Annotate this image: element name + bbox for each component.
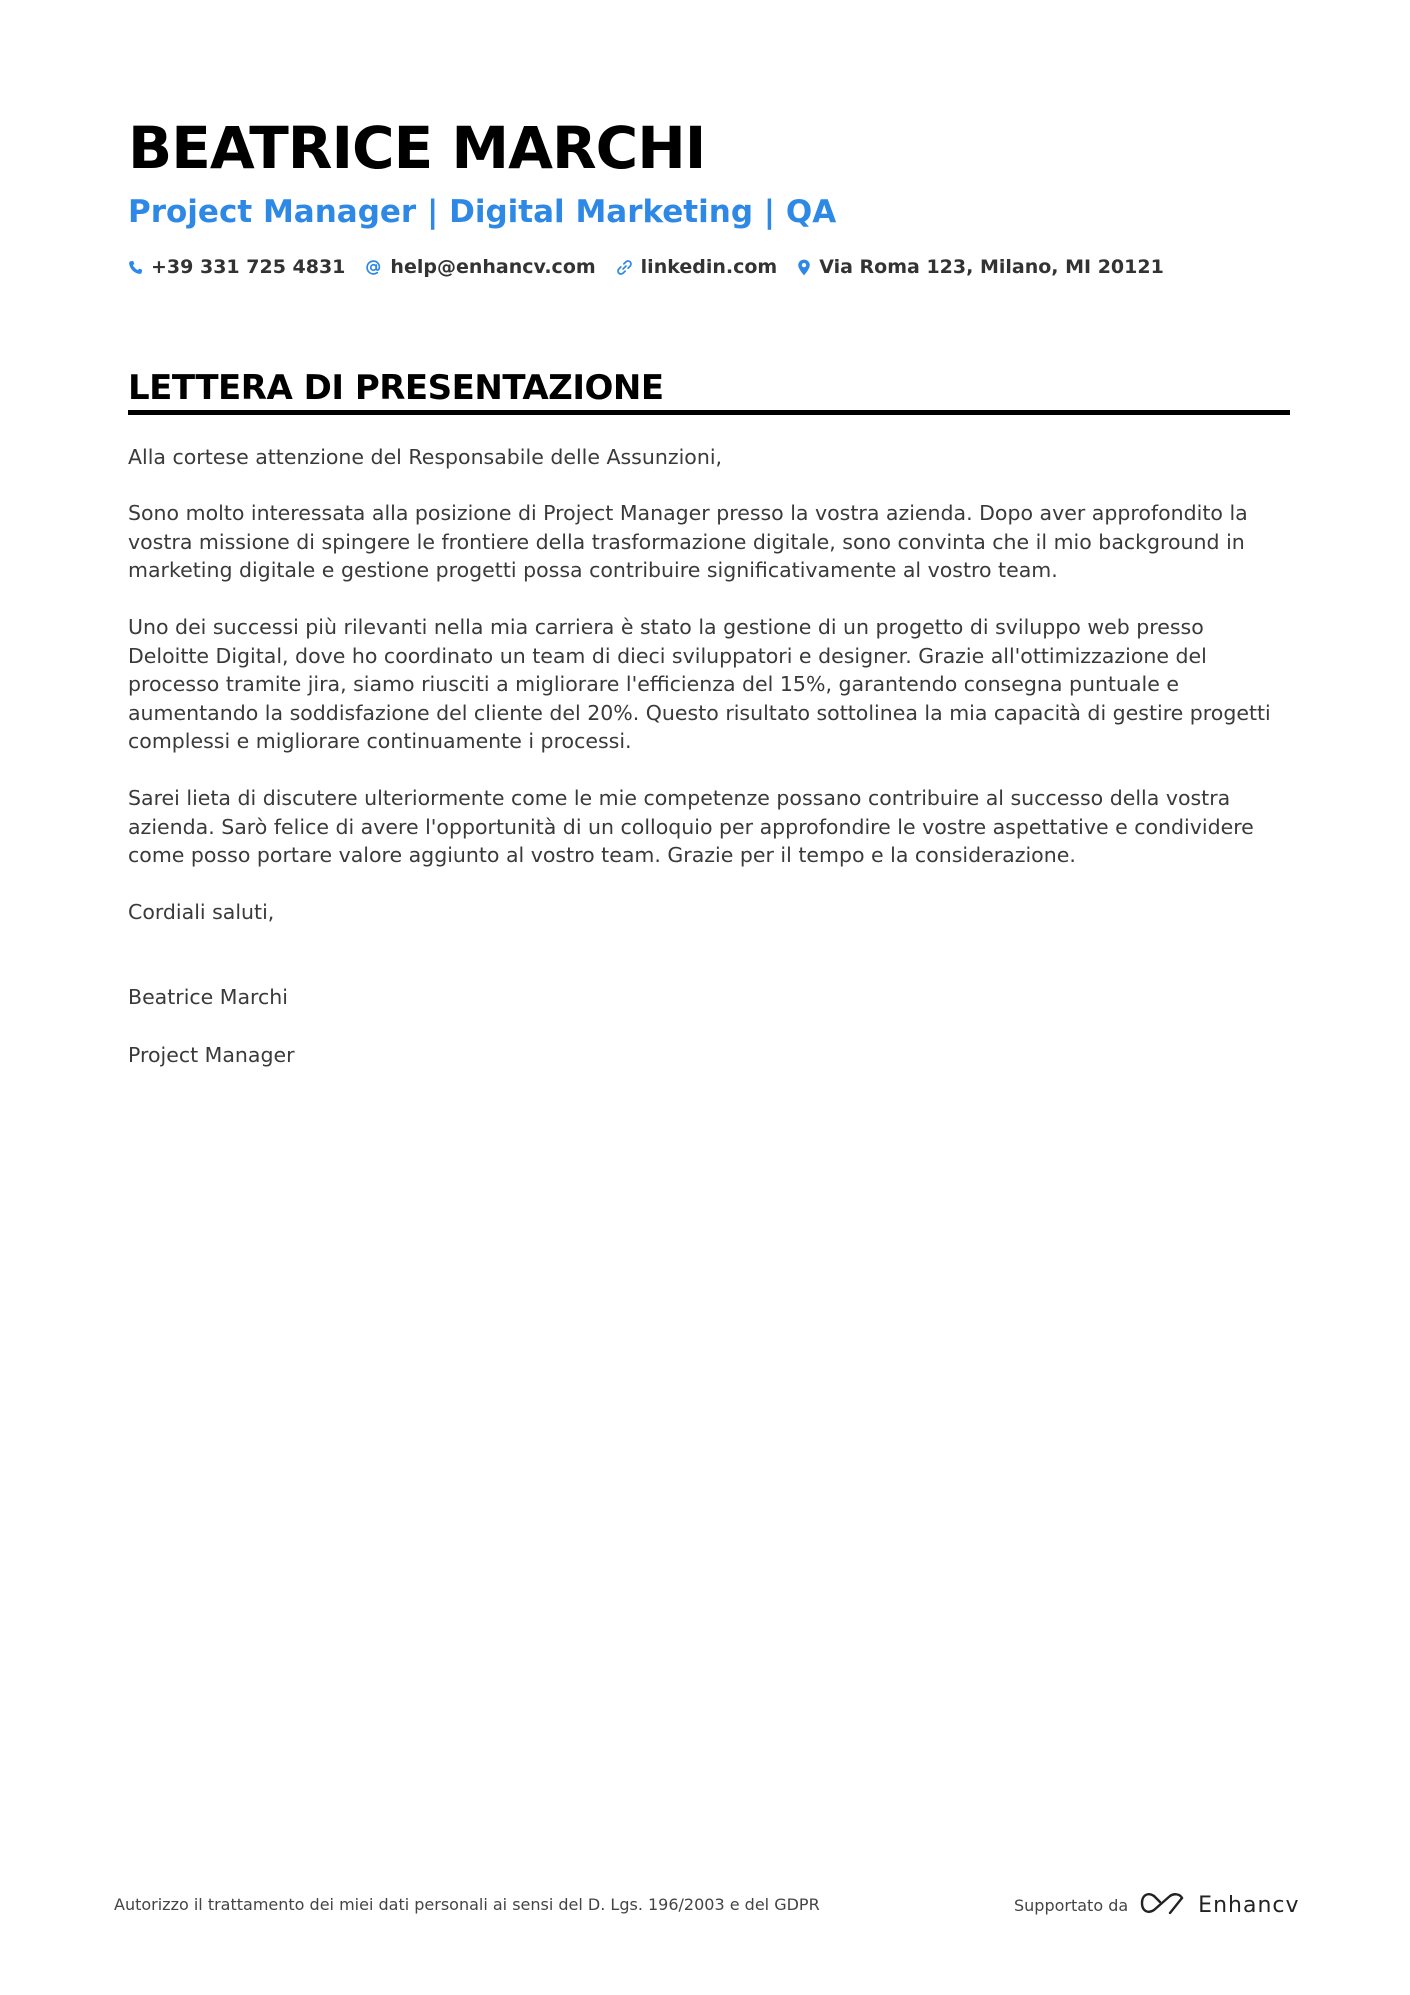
contact-link[interactable]: [616, 256, 778, 278]
powered-by-label: Supportato da: [1014, 1895, 1129, 1915]
section-title: LETTERA DI PRESENTAZIONE: [128, 368, 664, 408]
address-text: Via Roma 123, Milano, MI 20121: [819, 256, 1164, 278]
section-divider: [128, 410, 1290, 415]
powered-by: [1014, 1885, 1300, 1925]
location-pin-icon: [797, 259, 811, 276]
phone-text: +39 331 725 4831: [151, 256, 346, 278]
candidate-name: BEATRICE MARCHI: [128, 114, 706, 182]
letter-greeting: Alla cortese attenzione del Responsabile delle Assunzioni,: [128, 445, 723, 469]
enhancv-logo-icon: [1140, 1891, 1186, 1919]
privacy-consent: Autorizzo il trattamento dei miei dati personali ai sensi del D. Lgs. 196/2003 e del GDPR: [114, 1895, 820, 1914]
link-icon: [616, 259, 633, 276]
candidate-title: Project Manager | Digital Marketing | QA: [128, 194, 837, 230]
enhancv-brand-name: Enhancv: [1198, 1892, 1300, 1918]
email-text: help@enhancv.com: [390, 256, 596, 278]
link-text: linkedin.com: [640, 256, 778, 278]
contact-bar: [128, 251, 1164, 283]
phone-icon: [128, 260, 143, 275]
letter-paragraph: Uno dei successi più rilevanti nella mia carriera è stato la gestione di un progetto di sviluppo web presso Deloitte Digital, dove ho coordinato un team di dieci sviluppatori e designer. Grazie all'ottimizzazione del processo tramite jira, siamo riusciti a migliorare l'efficienza del 15%, garantendo consegna puntuale e aumentando la soddisfazione del cliente del 20%. Questo risultato sottolinea la mia capacità di gestire progetti complessi e migliorare continuamente i processi.: [128, 615, 1271, 753]
enhancv-brand-link[interactable]: [1140, 1891, 1299, 1919]
signature-name: Beatrice Marchi: [128, 985, 288, 1009]
letter-paragraph: Sarei lieta di discutere ulteriormente come le mie competenze possano contribuire al successo della vostra azienda. Sarò felice di avere l'opportunità di un colloquio per approfondire le vostre aspettative e condividere come posso portare valore aggiunto al vostro team. Grazie per il tempo e la considerazione.: [128, 786, 1254, 867]
contact-phone[interactable]: [128, 256, 345, 278]
at-icon: [365, 259, 382, 276]
letter-closing: Cordiali saluti,: [128, 900, 275, 924]
contact-address: [797, 256, 1164, 278]
letter-paragraph: Sono molto interessata alla posizione di Project Manager presso la vostra azienda. Dopo aver approfondito la vostra missione di spingere le frontiere della trasformazione digitale, sono convinta che il mio background in marketing digitale e gestione progetti possa contribuire significativamente al vostro team.: [128, 501, 1248, 582]
contact-email[interactable]: [365, 256, 595, 278]
signature-role: Project Manager: [128, 1043, 295, 1067]
